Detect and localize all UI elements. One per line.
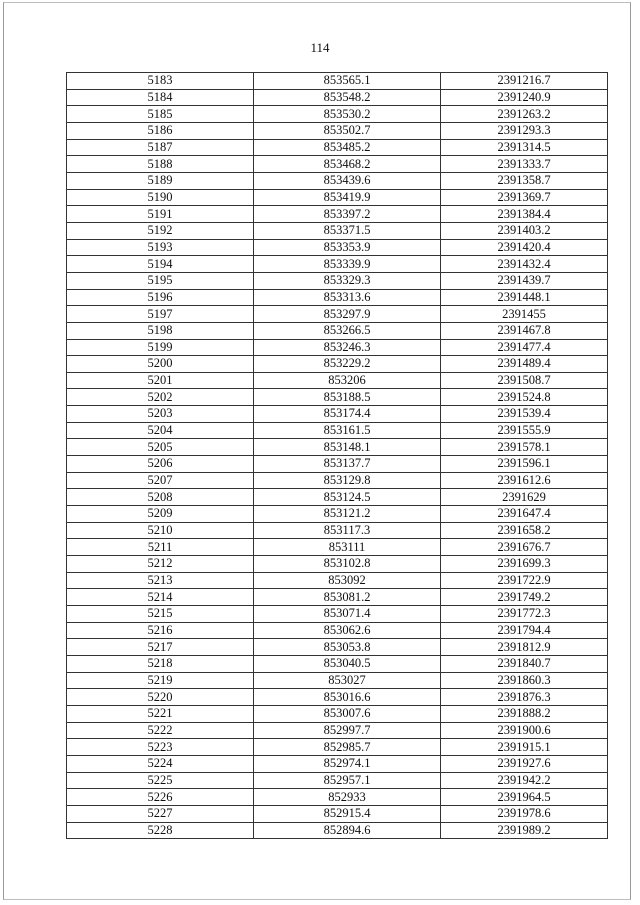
- x-coordinate-cell: 852997.7: [254, 722, 441, 739]
- y-coordinate-cell: 2391314.5: [441, 139, 608, 156]
- table-row: [67, 822, 608, 839]
- y-coordinate-cell: 2391772.3: [441, 606, 608, 623]
- y-coordinate-cell: 2391860.3: [441, 672, 608, 689]
- point-number-cell: 5189: [67, 172, 254, 189]
- point-number-cell: 5208: [67, 489, 254, 506]
- y-coordinate-cell: 2391578.1: [441, 439, 608, 456]
- x-coordinate-cell: 853339.9: [254, 256, 441, 273]
- x-coordinate-cell: 853565.1: [254, 73, 441, 90]
- x-coordinate-cell: 853148.1: [254, 439, 441, 456]
- point-number-cell: 5213: [67, 572, 254, 589]
- table-row: [67, 772, 608, 789]
- point-number-cell: 5223: [67, 739, 254, 756]
- table-row: [67, 272, 608, 289]
- y-coordinate-cell: 2391358.7: [441, 172, 608, 189]
- table-row: [67, 805, 608, 822]
- table-row: [67, 156, 608, 173]
- y-coordinate-cell: 2391455: [441, 306, 608, 323]
- x-coordinate-cell: 853297.9: [254, 306, 441, 323]
- point-number-cell: 5218: [67, 655, 254, 672]
- table-row: [67, 705, 608, 722]
- table-row: [67, 722, 608, 739]
- point-number-cell: 5225: [67, 772, 254, 789]
- point-number-cell: 5217: [67, 639, 254, 656]
- x-coordinate-cell: 853266.5: [254, 322, 441, 339]
- y-coordinate-cell: 2391794.4: [441, 622, 608, 639]
- table-row: [67, 572, 608, 589]
- x-coordinate-cell: 853124.5: [254, 489, 441, 506]
- x-coordinate-cell: 853027: [254, 672, 441, 689]
- point-number-cell: 5194: [67, 256, 254, 273]
- table-row: [67, 356, 608, 373]
- x-coordinate-cell: 853353.9: [254, 239, 441, 256]
- point-number-cell: 5186: [67, 122, 254, 139]
- y-coordinate-cell: 2391477.4: [441, 339, 608, 356]
- y-coordinate-cell: 2391612.6: [441, 472, 608, 489]
- point-number-cell: 5216: [67, 622, 254, 639]
- x-coordinate-cell: 853062.6: [254, 622, 441, 639]
- y-coordinate-cell: 2391927.6: [441, 755, 608, 772]
- table-row: [67, 589, 608, 606]
- y-coordinate-cell: 2391647.4: [441, 506, 608, 523]
- table-row: [67, 639, 608, 656]
- table-row: [67, 606, 608, 623]
- table-row: [67, 489, 608, 506]
- point-number-cell: 5210: [67, 522, 254, 539]
- y-coordinate-cell: 2391699.3: [441, 556, 608, 573]
- point-number-cell: 5221: [67, 705, 254, 722]
- table-row: [67, 439, 608, 456]
- y-coordinate-cell: 2391489.4: [441, 356, 608, 373]
- y-coordinate-cell: 2391263.2: [441, 106, 608, 123]
- x-coordinate-cell: 853485.2: [254, 139, 441, 156]
- point-number-cell: 5206: [67, 456, 254, 473]
- y-coordinate-cell: 2391539.4: [441, 406, 608, 423]
- y-coordinate-cell: 2391978.6: [441, 805, 608, 822]
- y-coordinate-cell: 2391658.2: [441, 522, 608, 539]
- x-coordinate-cell: 853092: [254, 572, 441, 589]
- table-row: [67, 122, 608, 139]
- y-coordinate-cell: 2391812.9: [441, 639, 608, 656]
- y-coordinate-cell: 2391467.8: [441, 322, 608, 339]
- y-coordinate-cell: 2391293.3: [441, 122, 608, 139]
- point-number-cell: 5187: [67, 139, 254, 156]
- point-number-cell: 5188: [67, 156, 254, 173]
- point-number-cell: 5220: [67, 689, 254, 706]
- x-coordinate-cell: 853439.6: [254, 172, 441, 189]
- point-number-cell: 5227: [67, 805, 254, 822]
- table-row: [67, 306, 608, 323]
- x-coordinate-cell: 853161.5: [254, 422, 441, 439]
- x-coordinate-cell: 853419.9: [254, 189, 441, 206]
- table-row: [67, 539, 608, 556]
- point-number-cell: 5190: [67, 189, 254, 206]
- point-number-cell: 5191: [67, 206, 254, 223]
- point-number-cell: 5209: [67, 506, 254, 523]
- y-coordinate-cell: 2391888.2: [441, 705, 608, 722]
- x-coordinate-cell: 853468.2: [254, 156, 441, 173]
- x-coordinate-cell: 853081.2: [254, 589, 441, 606]
- table-row: [67, 472, 608, 489]
- y-coordinate-cell: 2391722.9: [441, 572, 608, 589]
- table-row: [67, 89, 608, 106]
- table-row: [67, 689, 608, 706]
- y-coordinate-cell: 2391384.4: [441, 206, 608, 223]
- y-coordinate-cell: 2391840.7: [441, 655, 608, 672]
- x-coordinate-cell: 853206: [254, 372, 441, 389]
- y-coordinate-cell: 2391524.8: [441, 389, 608, 406]
- y-coordinate-cell: 2391508.7: [441, 372, 608, 389]
- point-number-cell: 5214: [67, 589, 254, 606]
- table-row: [67, 372, 608, 389]
- x-coordinate-cell: 853246.3: [254, 339, 441, 356]
- point-number-cell: 5197: [67, 306, 254, 323]
- y-coordinate-cell: 2391403.2: [441, 222, 608, 239]
- x-coordinate-cell: 853121.2: [254, 506, 441, 523]
- x-coordinate-cell: 852894.6: [254, 822, 441, 839]
- point-number-cell: 5228: [67, 822, 254, 839]
- x-coordinate-cell: 853174.4: [254, 406, 441, 423]
- y-coordinate-cell: 2391989.2: [441, 822, 608, 839]
- point-number-cell: 5198: [67, 322, 254, 339]
- point-number-cell: 5205: [67, 439, 254, 456]
- point-number-cell: 5226: [67, 789, 254, 806]
- x-coordinate-cell: 853117.3: [254, 522, 441, 539]
- point-number-cell: 5212: [67, 556, 254, 573]
- point-number-cell: 5199: [67, 339, 254, 356]
- y-coordinate-cell: 2391216.7: [441, 73, 608, 90]
- point-number-cell: 5207: [67, 472, 254, 489]
- point-number-cell: 5219: [67, 672, 254, 689]
- table-row: [67, 456, 608, 473]
- coordinates-table: [66, 72, 608, 839]
- x-coordinate-cell: 853071.4: [254, 606, 441, 623]
- x-coordinate-cell: 852974.1: [254, 755, 441, 772]
- x-coordinate-cell: 852957.1: [254, 772, 441, 789]
- table-row: [67, 755, 608, 772]
- point-number-cell: 5192: [67, 222, 254, 239]
- table-row: [67, 739, 608, 756]
- point-number-cell: 5203: [67, 406, 254, 423]
- table-row: [67, 655, 608, 672]
- x-coordinate-cell: 852933: [254, 789, 441, 806]
- table-row: [67, 139, 608, 156]
- x-coordinate-cell: 853502.7: [254, 122, 441, 139]
- table-row: [67, 422, 608, 439]
- table-row: [67, 256, 608, 273]
- y-coordinate-cell: 2391432.4: [441, 256, 608, 273]
- x-coordinate-cell: 853016.6: [254, 689, 441, 706]
- point-number-cell: 5183: [67, 73, 254, 90]
- x-coordinate-cell: 853188.5: [254, 389, 441, 406]
- y-coordinate-cell: 2391964.5: [441, 789, 608, 806]
- table-row: [67, 239, 608, 256]
- table-row: [67, 389, 608, 406]
- table-row: [67, 106, 608, 123]
- x-coordinate-cell: 853397.2: [254, 206, 441, 223]
- point-number-cell: 5222: [67, 722, 254, 739]
- x-coordinate-cell: 852985.7: [254, 739, 441, 756]
- y-coordinate-cell: 2391240.9: [441, 89, 608, 106]
- point-number-cell: 5215: [67, 606, 254, 623]
- table-row: [67, 522, 608, 539]
- x-coordinate-cell: 852915.4: [254, 805, 441, 822]
- y-coordinate-cell: 2391942.2: [441, 772, 608, 789]
- point-number-cell: 5184: [67, 89, 254, 106]
- point-number-cell: 5211: [67, 539, 254, 556]
- table-row: [67, 206, 608, 223]
- table-row: [67, 406, 608, 423]
- y-coordinate-cell: 2391876.3: [441, 689, 608, 706]
- y-coordinate-cell: 2391439.7: [441, 272, 608, 289]
- x-coordinate-cell: 853102.8: [254, 556, 441, 573]
- y-coordinate-cell: 2391676.7: [441, 539, 608, 556]
- table-row: [67, 73, 608, 90]
- x-coordinate-cell: 853229.2: [254, 356, 441, 373]
- table-row: [67, 172, 608, 189]
- table-row: [67, 622, 608, 639]
- point-number-cell: 5202: [67, 389, 254, 406]
- table-row: [67, 289, 608, 306]
- coordinates-table-body: [67, 73, 608, 839]
- point-number-cell: 5193: [67, 239, 254, 256]
- table-row: [67, 222, 608, 239]
- x-coordinate-cell: 853530.2: [254, 106, 441, 123]
- table-row: [67, 506, 608, 523]
- y-coordinate-cell: 2391915.1: [441, 739, 608, 756]
- y-coordinate-cell: 2391369.7: [441, 189, 608, 206]
- x-coordinate-cell: 853129.8: [254, 472, 441, 489]
- y-coordinate-cell: 2391333.7: [441, 156, 608, 173]
- table-row: [67, 556, 608, 573]
- x-coordinate-cell: 853040.5: [254, 655, 441, 672]
- x-coordinate-cell: 853111: [254, 539, 441, 556]
- point-number-cell: 5204: [67, 422, 254, 439]
- y-coordinate-cell: 2391749.2: [441, 589, 608, 606]
- table-row: [67, 672, 608, 689]
- point-number-cell: 5185: [67, 106, 254, 123]
- y-coordinate-cell: 2391555.9: [441, 422, 608, 439]
- y-coordinate-cell: 2391629: [441, 489, 608, 506]
- table-row: [67, 789, 608, 806]
- x-coordinate-cell: 853548.2: [254, 89, 441, 106]
- x-coordinate-cell: 853371.5: [254, 222, 441, 239]
- y-coordinate-cell: 2391448.1: [441, 289, 608, 306]
- y-coordinate-cell: 2391596.1: [441, 456, 608, 473]
- point-number-cell: 5224: [67, 755, 254, 772]
- y-coordinate-cell: 2391420.4: [441, 239, 608, 256]
- page-number: 114: [310, 40, 330, 55]
- point-number-cell: 5196: [67, 289, 254, 306]
- x-coordinate-cell: 853329.3: [254, 272, 441, 289]
- point-number-cell: 5201: [67, 372, 254, 389]
- point-number-cell: 5200: [67, 356, 254, 373]
- x-coordinate-cell: 853137.7: [254, 456, 441, 473]
- table-row: [67, 322, 608, 339]
- x-coordinate-cell: 853007.6: [254, 705, 441, 722]
- point-number-cell: 5195: [67, 272, 254, 289]
- x-coordinate-cell: 853053.8: [254, 639, 441, 656]
- table-row: [67, 189, 608, 206]
- x-coordinate-cell: 853313.6: [254, 289, 441, 306]
- y-coordinate-cell: 2391900.6: [441, 722, 608, 739]
- table-row: [67, 339, 608, 356]
